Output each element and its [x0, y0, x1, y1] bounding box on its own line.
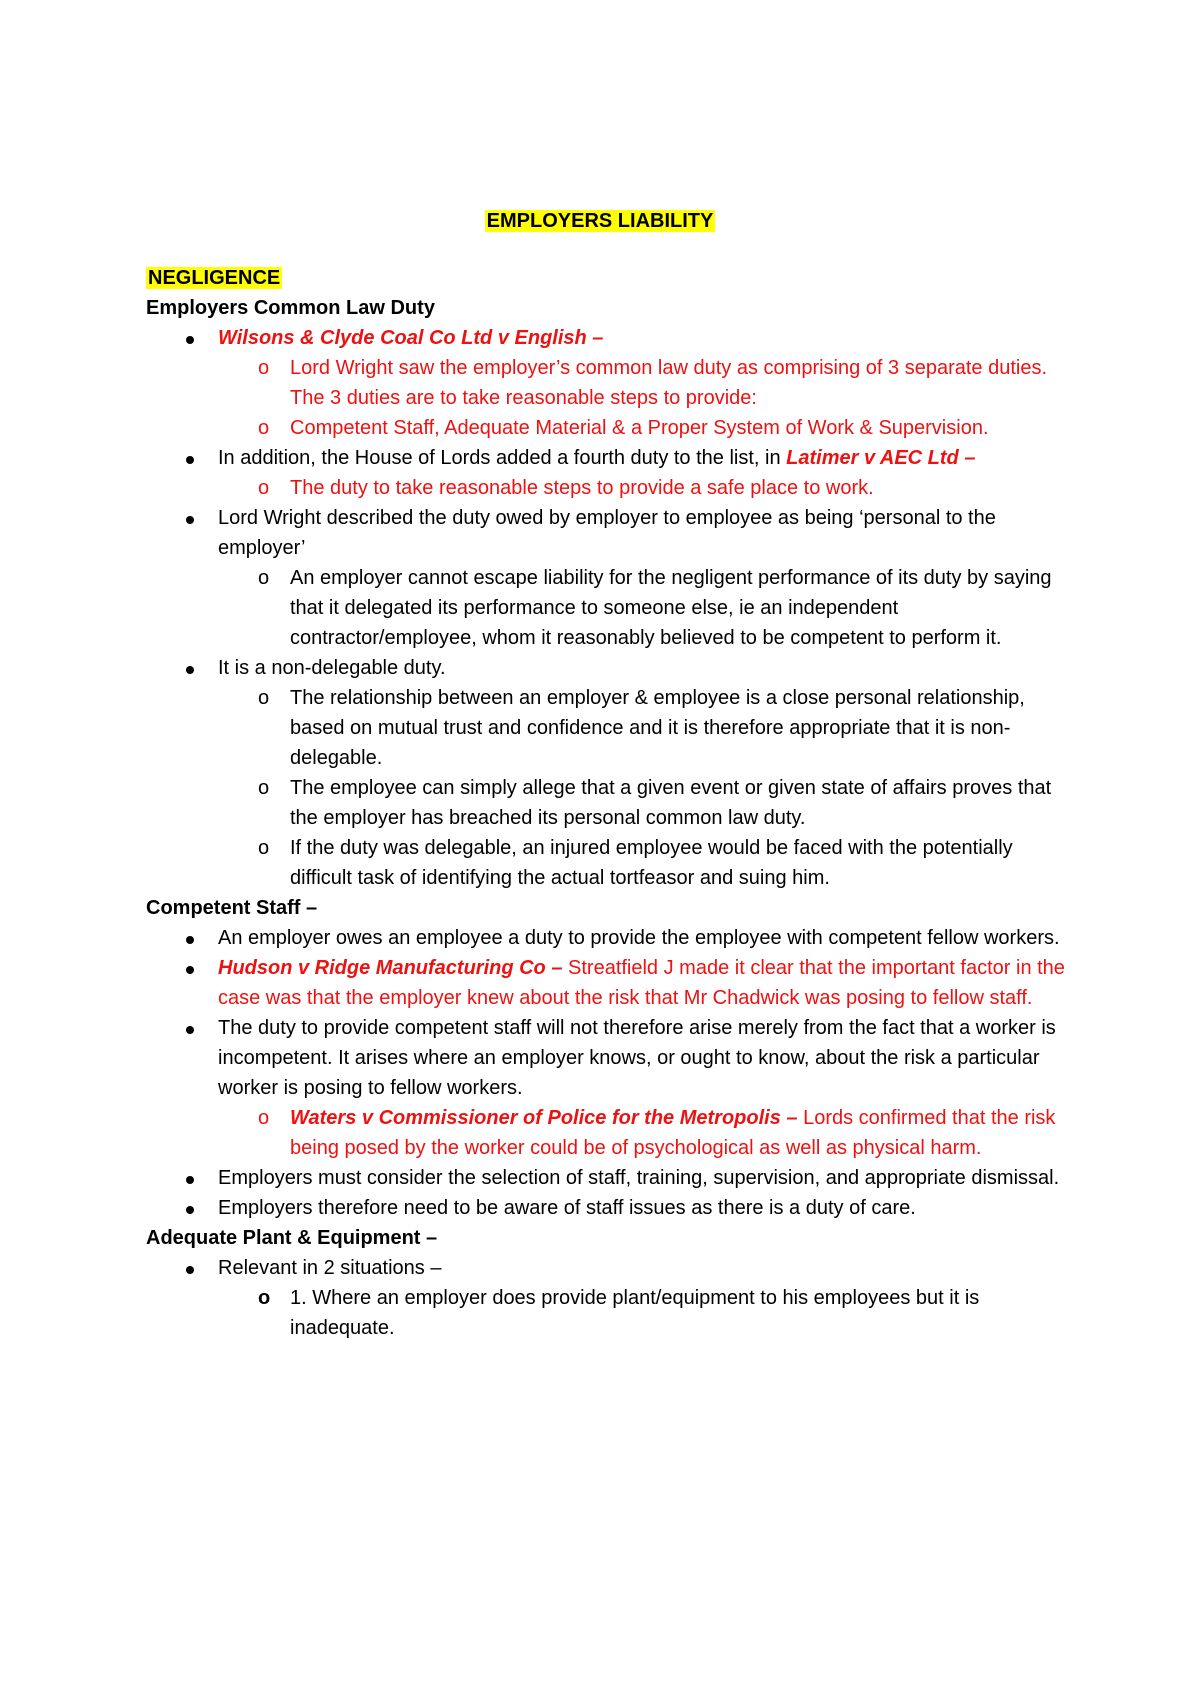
- negligence-heading: NEGLIGENCE: [148, 267, 281, 289]
- list-item: [146, 323, 1076, 353]
- circle-bullet-icon: o: [258, 687, 270, 709]
- case-name: Latimer v AEC Ltd –: [786, 447, 976, 469]
- list-item: It is a non-delegable duty.: [146, 653, 1076, 683]
- common-law-duty-heading: Employers Common Law Duty: [146, 297, 435, 319]
- circle-bullet-icon: o: [258, 837, 270, 859]
- document-body: [146, 263, 1076, 1343]
- sub-list-item: o The duty to take reasonable steps to provide a safe place to work.: [146, 473, 1076, 503]
- bullet-icon: [186, 1206, 194, 1214]
- document-title: [0, 207, 1200, 235]
- case-name: Wilsons & Clyde Coal Co Ltd v English –: [218, 327, 604, 349]
- circle-bullet-icon: o: [258, 777, 270, 799]
- sub-list-item: o The employee can simply allege that a given event or given state of affairs proves that the employer has breached its personal common law duty.: [146, 773, 1076, 833]
- sub-list-item: o Waters v Commissioner of Police for the Metropolis – Lords confirmed that the risk being posed by the worker could be of psychological as well as physical harm.: [146, 1103, 1076, 1163]
- bullet-icon: [186, 1176, 194, 1184]
- circle-bullet-icon: o: [258, 1107, 270, 1129]
- plant-equipment-list: [146, 1253, 1076, 1343]
- sub-list-item: o Competent Staff, Adequate Material & a Proper System of Work & Supervision.: [146, 413, 1076, 443]
- sub-list-item: o If the duty was delegable, an injured employee would be faced with the potentially difficult task of identifying the actual tortfeasor and suing him.: [146, 833, 1076, 893]
- common-law-duty-list: [146, 323, 1076, 893]
- list-item: An employer owes an employee a duty to provide the employee with competent fellow workers.: [146, 923, 1076, 953]
- case-name: Hudson v Ridge Manufacturing Co –: [218, 957, 563, 979]
- competent-staff-list: [146, 923, 1076, 1223]
- list-item: In addition, the House of Lords added a fourth duty to the list, in Latimer v AEC Ltd –: [146, 443, 1076, 473]
- case-name: Waters v Commissioner of Police for the Metropolis –: [290, 1107, 798, 1129]
- circle-bullet-icon: o: [258, 567, 270, 589]
- bullet-icon: [186, 336, 194, 344]
- sub-list-item: o An employer cannot escape liability for the negligent performance of its duty by saying that it delegated its performance to someone else, ie an independent contractor/employee, whom it reasonably believed to be competent to perform it.: [146, 563, 1076, 653]
- bullet-icon: [186, 456, 194, 464]
- circle-bullet-icon: o: [258, 1287, 271, 1309]
- bullet-icon: [186, 516, 194, 524]
- sub-list-item: o Lord Wright saw the employer’s common law duty as comprising of 3 separate duties. The 3 duties are to take reasonable steps to provide:: [146, 353, 1076, 413]
- circle-bullet-icon: o: [258, 477, 270, 499]
- bullet-icon: [186, 666, 194, 674]
- circle-bullet-icon: o: [258, 417, 270, 439]
- sub-list-item: o The relationship between an employer & employee is a close personal relationship, based on mutual trust and confidence and it is therefore appropriate that it is non-delegable.: [146, 683, 1076, 773]
- list-item: Employers therefore need to be aware of staff issues as there is a duty of care.: [146, 1193, 1076, 1223]
- bullet-icon: [186, 966, 194, 974]
- list-item: The duty to provide competent staff will not therefore arise merely from the fact that a worker is incompetent. It arises where an employer knows, or ought to know, about the risk a particular worker is posing to fellow workers.: [146, 1013, 1076, 1103]
- sub-list-item: o 1. Where an employer does provide plant/equipment to his employees but it is inadequate.: [146, 1283, 1076, 1343]
- list-item: Employers must consider the selection of staff, training, supervision, and appropriate dismissal.: [146, 1163, 1076, 1193]
- list-item: Hudson v Ridge Manufacturing Co – Streatfield J made it clear that the important factor in the case was that the employer knew about the risk that Mr Chadwick was posing to fellow staff.: [146, 953, 1076, 1013]
- competent-staff-heading: Competent Staff –: [146, 897, 318, 919]
- list-item: Relevant in 2 situations –: [146, 1253, 1076, 1283]
- circle-bullet-icon: o: [258, 357, 270, 379]
- bullet-icon: [186, 1026, 194, 1034]
- list-item: Lord Wright described the duty owed by employer to employee as being ‘personal to the employer’: [146, 503, 1076, 563]
- bullet-icon: [186, 1266, 194, 1274]
- plant-equipment-heading: Adequate Plant & Equipment –: [146, 1227, 438, 1249]
- title-highlight: EMPLOYERS LIABILITY: [486, 210, 714, 232]
- bullet-icon: [186, 936, 194, 944]
